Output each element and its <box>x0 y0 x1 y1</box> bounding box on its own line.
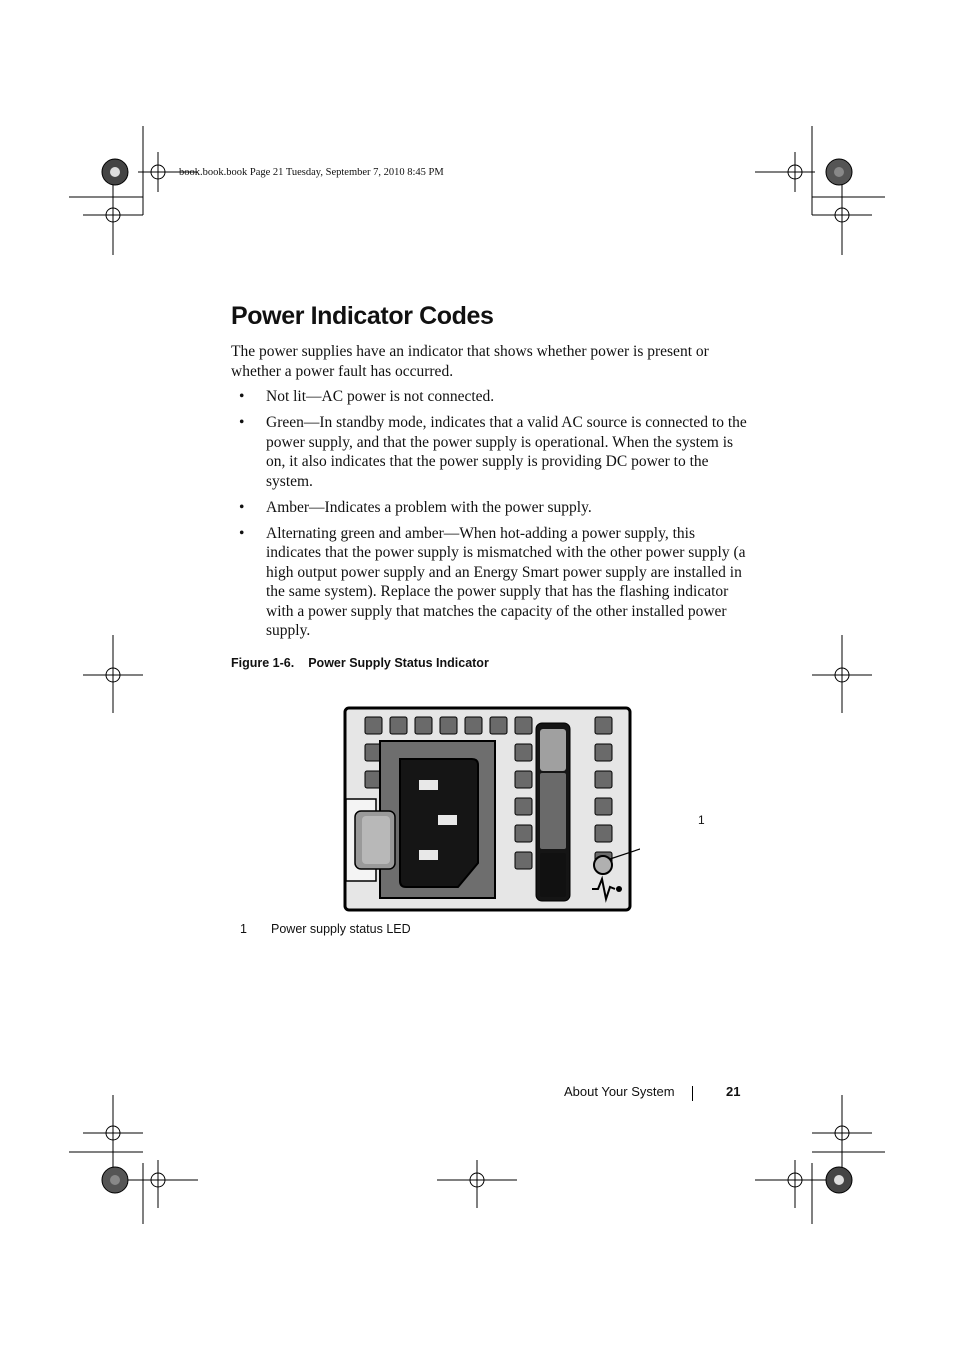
vent-hole <box>595 771 612 788</box>
registration-target-icon <box>755 1160 835 1208</box>
figure-caption <box>231 656 489 670</box>
print-slug: book.book.book Page 21 Tuesday, September 7, 2010 8:45 PM <box>179 167 444 178</box>
legend-text: Power supply status LED <box>271 922 411 936</box>
vent-hole <box>595 744 612 761</box>
intro-paragraph: The power supplies have an indicator that shows whether power is present or whether a power fault has occurred. <box>231 343 709 380</box>
vent-hole <box>490 717 507 734</box>
figure-legend <box>240 922 411 936</box>
vent-hole <box>515 798 532 815</box>
registration-target-icon <box>812 635 872 713</box>
vent-hole <box>515 744 532 761</box>
bullet-icon: • <box>239 414 245 431</box>
vent-hole <box>595 825 612 842</box>
vent-hole <box>365 717 382 734</box>
vent-hole <box>595 717 612 734</box>
registration-target-icon <box>83 1095 143 1172</box>
list-item: • Amber—Indicates a problem with the power supply. <box>239 498 592 516</box>
registration-target-icon <box>83 175 143 255</box>
legend-number: 1 <box>240 922 247 936</box>
registration-target-icon <box>83 635 143 713</box>
starburst-mark-icon <box>826 159 852 185</box>
status-led <box>594 856 612 874</box>
indicator-code-list <box>231 387 751 647</box>
figure-label: Figure 1-6. <box>231 656 295 670</box>
bullet-icon: • <box>239 388 245 405</box>
page-title: Power Indicator Codes <box>231 302 494 330</box>
starburst-mark-icon <box>826 1167 852 1193</box>
vent-hole <box>515 771 532 788</box>
vent-hole <box>415 717 432 734</box>
vent-hole <box>390 717 407 734</box>
ac-power-socket <box>380 741 495 898</box>
list-item: • Alternating green and amber—When hot-adding a power supply, this indicates that the power supply is mismatched with the other power supply (a high output power supply and an Energy Smart power supply are installed in the same system). Replace the power supply that has the flashing indicator with a power supply that matches the capacity of the other installed power supply. <box>239 524 746 639</box>
vent-hole <box>515 852 532 869</box>
bullet-icon: • <box>239 498 245 516</box>
handle-bar <box>536 723 570 901</box>
vent-hole <box>465 717 482 734</box>
list-item: • Green—In standby mode, indicates that a valid AC source is connected to the power supply, and that the power supply is operational. When the system is on, it also indicates that the power supply is providing DC power to the system. <box>239 414 747 490</box>
list-item: • Not lit—AC power is not connected. <box>239 388 495 405</box>
power-supply-illustration <box>340 703 640 915</box>
registration-target-icon <box>437 1160 517 1208</box>
starburst-mark-icon <box>102 1167 128 1193</box>
registration-target-icon <box>118 1160 198 1208</box>
vent-hole <box>515 825 532 842</box>
registration-target-icon <box>755 152 815 192</box>
registration-target-icon <box>812 175 872 255</box>
vent-hole <box>440 717 457 734</box>
page-number: 21 <box>726 1084 741 1099</box>
vent-hole <box>595 798 612 815</box>
footer-divider <box>692 1086 693 1101</box>
figure-title: Power Supply Status Indicator <box>308 656 489 670</box>
starburst-mark-icon <box>102 159 128 185</box>
callout-number: 1 <box>698 813 705 827</box>
vent-hole <box>515 717 532 734</box>
registration-target-icon <box>812 1095 872 1172</box>
bullet-icon: • <box>239 524 245 542</box>
footer-section-name: About Your System <box>564 1084 675 1099</box>
release-latch <box>346 799 395 881</box>
